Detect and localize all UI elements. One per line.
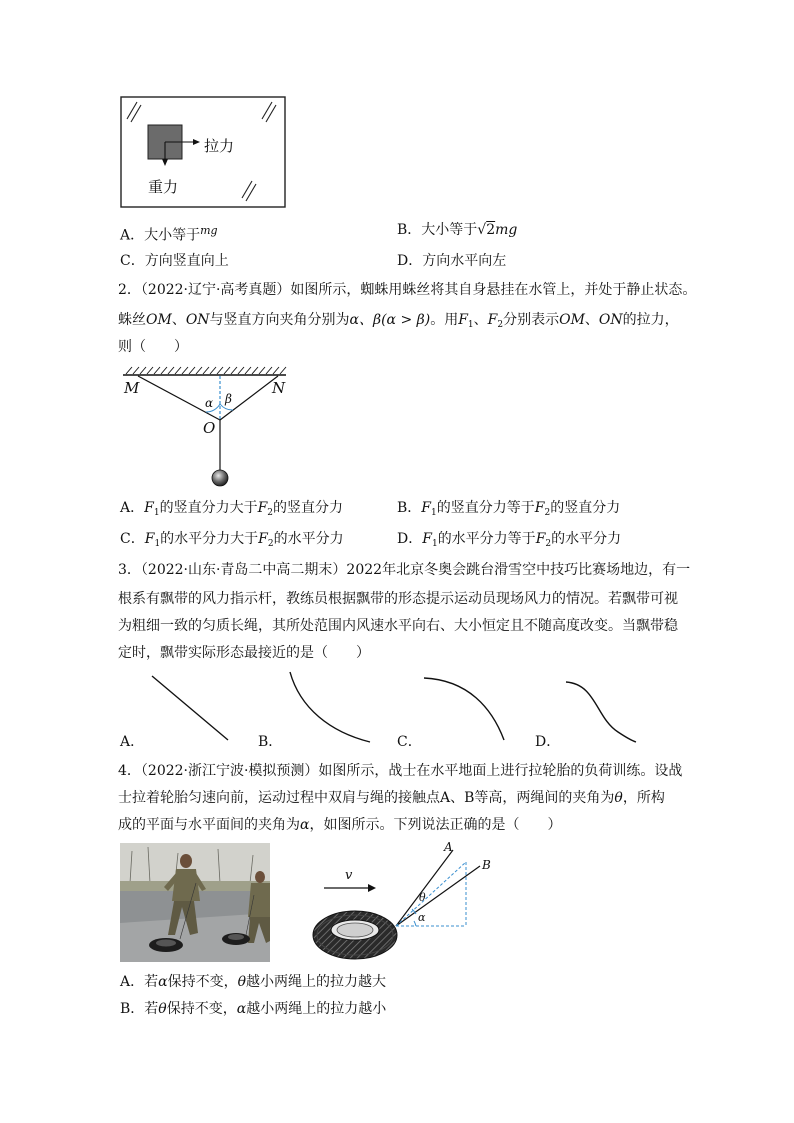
- q4-stem-line-1: 4．（2022·浙江宁波·模拟预测）如图所示，战士在水平地面上进行拉轮胎的负荷训练。设战: [118, 763, 683, 779]
- q1-option-b[interactable]: B．大小等于√2mg: [397, 222, 518, 238]
- q4-label-v: v: [345, 868, 353, 883]
- q3-option-b[interactable]: B．: [258, 734, 283, 750]
- q2-stem-line-1: 2．（2022·辽宁·高考真题）如图所示，蜘蛛用蛛丝将其自身悬挂在水管上，并处于静止状态。: [118, 282, 697, 298]
- q3-option-c[interactable]: C．: [397, 734, 422, 750]
- q3-option-d[interactable]: D．: [535, 734, 561, 750]
- q2-label-alpha: α: [205, 396, 214, 410]
- q4-label-theta: θ: [419, 891, 426, 904]
- q1-option-c[interactable]: C．方向竖直向上: [120, 253, 229, 269]
- q1-option-d[interactable]: D．方向水平向左: [397, 253, 507, 269]
- q2-option-b[interactable]: B．$F_1$的竖直分力等于$F_2$的竖直分力: [397, 500, 621, 518]
- q4-stem-line-3: 成的平面与水平面间的夹角为α，如图所示。下列说法正确的是（ ）: [118, 817, 562, 833]
- q4-label-a: A: [444, 840, 453, 854]
- q4-photo-soldiers: [120, 843, 270, 962]
- q1-gravity-label: 重力: [148, 178, 179, 196]
- q3-stem-line-4: 定时，飘带实际形态最接近的是（ ）: [118, 645, 370, 661]
- q2-label-beta: β: [225, 392, 232, 406]
- q3-stem-line-1: 3．（2022·山东·青岛二中高二期末）2022年北京冬奥会跳台滑雪空中技巧比赛场地边，有一: [118, 562, 691, 578]
- q3-stem-line-3: 为粗细一致的匀质长绳，其所处范围内风速水平向右、大小恒定且不随高度改变。当飘带稳: [118, 618, 678, 634]
- q2-option-a[interactable]: A．$F_1$的竖直分力大于$F_2$的竖直分力: [120, 500, 344, 518]
- q2-option-c[interactable]: C．$F_1$的水平分力大于$F_2$的水平分力: [120, 531, 344, 549]
- q4-tire-diagram: [300, 838, 495, 968]
- q3-ribbon-shapes: [118, 668, 648, 750]
- q2-label-n: N: [272, 379, 286, 397]
- q1-pull-label: 拉力: [204, 137, 235, 155]
- q2-stem-line-2: 蛛丝OM、ON与竖直方向夹角分别为α、β(α > β)。用$F_1$、$F_2$分别表示OM、ON的拉力，: [118, 312, 679, 330]
- q4-option-a[interactable]: A．若α保持不变，θ越小两绳上的拉力越大: [120, 974, 387, 990]
- q2-stem-line-3: 则（ ）: [118, 339, 188, 355]
- q3-option-a[interactable]: A．: [120, 734, 145, 750]
- q3-ribbon-a: [152, 676, 228, 740]
- q1-option-a[interactable]: A．大小等于$^{mg}$: [120, 224, 218, 244]
- q3-ribbon-d: [566, 682, 636, 742]
- q3-ribbon-b: [290, 672, 370, 742]
- q2-label-m: M: [124, 379, 140, 397]
- q2-label-o: O: [203, 419, 216, 437]
- q4-label-alpha: α: [418, 911, 426, 924]
- q3-stem-line-2: 根系有飘带的风力指示杆，教练员根据飘带的形态提示运动员现场风力的情况。若飘带可视: [118, 591, 678, 607]
- q4-stem-line-2: 士拉着轮胎匀速向前，运动过程中双肩与绳的接触点A、B等高，两绳间的夹角为θ，所构: [118, 790, 665, 806]
- q2-option-d[interactable]: D．$F_1$的水平分力等于$F_2$的水平分力: [397, 531, 622, 549]
- q4-option-b[interactable]: B．若θ保持不变，α越小两绳上的拉力越小: [120, 1001, 387, 1017]
- q3-ribbon-c: [424, 678, 504, 740]
- q4-label-b: B: [482, 858, 491, 872]
- sqrt-symbol: √: [477, 222, 487, 238]
